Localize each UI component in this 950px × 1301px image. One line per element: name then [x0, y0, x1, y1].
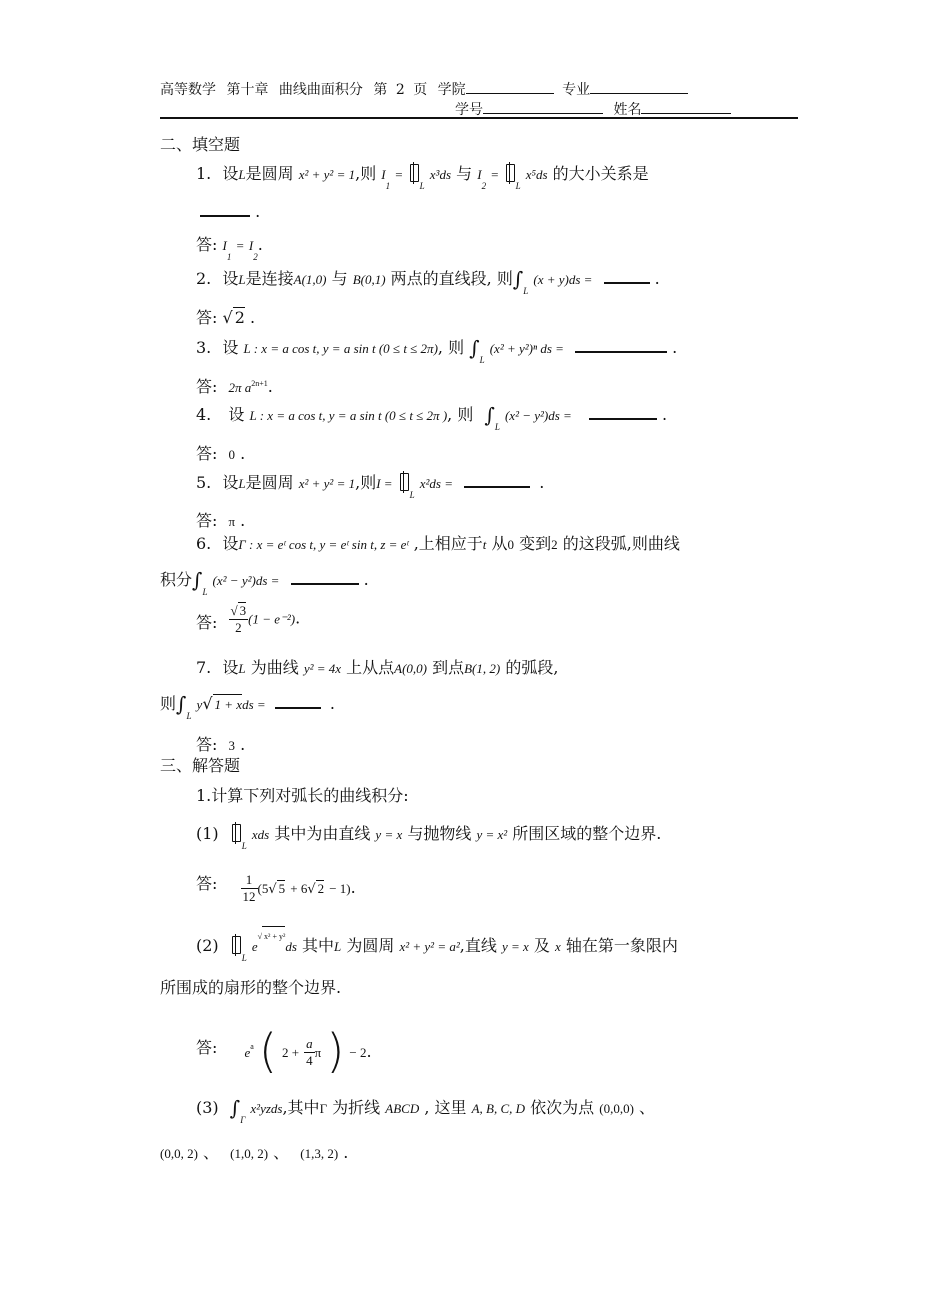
- question-4: 4. 设 L : x = a cos t, y = a sin t (0 ≤ t ≤ 2π ), 则 $\int_L$ (x² − y²)ds = .: [196, 403, 668, 432]
- sqrt-icon: √: [268, 882, 277, 897]
- page-suffix: 页: [413, 82, 428, 98]
- header-rule: [160, 117, 798, 119]
- closed-integral-icon: [504, 162, 516, 184]
- answer-1: 答: $I_1 = I_2$.: [196, 235, 263, 262]
- closed-integral-icon: [230, 822, 242, 844]
- question-1-blank: .: [200, 201, 260, 222]
- problem-2-answer: 答: $^{ea}$ ( $^{2 +}$ $\frac{a}{4}$ $^\pi$ ) $^{- 2}$.: [196, 1024, 372, 1078]
- answer-blank[interactable]: [464, 472, 530, 488]
- answer-blank[interactable]: [200, 201, 250, 217]
- closed-integral-icon: [408, 162, 420, 184]
- section3-intro: 1.计算下列对弧长的曲线积分:: [196, 786, 409, 805]
- section2-title: 二、填空题: [160, 135, 241, 154]
- question-6: 6. 设Γ : x = eᵗ cos t, y = eᵗ sin t, z = eᵗ ,上相应于t 从0 变到2 的这段弧,则曲线: [196, 534, 680, 553]
- answer-2: 答: √ 2 .: [196, 308, 256, 327]
- question-3: 3. 设 L : x = a cos t, y = a sin t (0 ≤ t ≤ 2π), 则 $\int_L$ (x² + y²)ⁿ ds = .: [196, 336, 678, 365]
- problem-2: (2) $_L$ $e^{√ x^2 + y^2}ds$ 其中L 为圆周 x² + y² = a²,直线 y = x 及 x 轴在第一象限内: [196, 934, 678, 959]
- answer-3: 答: 2π $a^{2n+1}$.: [196, 377, 273, 396]
- answer-blank[interactable]: [589, 404, 657, 420]
- question-6-line-2: 积分$\int_L$ (x² − y²)ds = .: [160, 568, 369, 597]
- chapter: 第十章: [226, 82, 269, 98]
- sqrt-icon: √: [222, 308, 233, 327]
- question-5: 5. 设L是圆周 x² + y² = 1,则I = $_L$ x²ds = .: [196, 473, 545, 500]
- answer-blank[interactable]: [604, 268, 650, 284]
- answer-4: 答: 0 .: [196, 444, 246, 463]
- integral-icon: ∫: [469, 336, 480, 360]
- problem-2-line-2: 所围成的扇形的整个边界.: [160, 978, 342, 997]
- question-7: 7. 设L 为曲线 y² = 4x 上从点A(0,0) 到点B(1, 2) 的弧段,: [196, 658, 559, 677]
- college-field[interactable]: [466, 81, 554, 94]
- integral-icon: ∫: [484, 403, 495, 427]
- answer-5: 答: π .: [196, 511, 246, 530]
- answer-blank[interactable]: [575, 337, 667, 353]
- integral-icon: ∫: [229, 1096, 241, 1120]
- name-label: 姓名: [613, 102, 642, 118]
- header-line-1: [160, 79, 688, 99]
- topic: 曲线曲面积分: [278, 82, 363, 98]
- section3-title: 三、解答题: [160, 756, 241, 775]
- course-title: 高等数学: [160, 82, 216, 98]
- integral-icon: ∫: [192, 568, 203, 592]
- answer-7: 答: 3 .: [196, 735, 246, 754]
- closed-integral-icon: [230, 934, 242, 956]
- problem-3-line-2: (0,0, 2) 、 (1,0, 2) 、 (1,3, 2) .: [160, 1143, 349, 1162]
- header-line-2: [455, 99, 731, 119]
- sqrt-icon: √: [202, 694, 213, 713]
- page-number: 2: [395, 82, 405, 98]
- student-id-label: 学号: [455, 102, 483, 118]
- integral-icon: ∫: [512, 267, 524, 291]
- question-1: 1. 设L是圆周 x² + y² = 1,则 $I_1 = _L$ x³ds 与 $I_2 = _L$ x⁵ds 的大小关系是: [196, 164, 649, 191]
- integral-icon: ∫: [176, 692, 187, 716]
- sqrt-icon: √: [307, 882, 316, 897]
- sqrt-icon: √: [230, 603, 238, 618]
- answer-blank[interactable]: [275, 693, 321, 709]
- page-prefix: 第: [373, 82, 388, 98]
- problem-1: (1) $_L$ xds 其中为由直线 y = x 与抛物线 y = x² 所围区域的整个边界.: [196, 824, 662, 851]
- major-field[interactable]: [590, 81, 688, 94]
- college-label: 学院: [437, 82, 466, 98]
- answer-6: 答: $\frac{√ 3}{2}$ (1 − e⁻²).: [196, 603, 301, 635]
- question-7-line-2: 则$\int_L$ y√ 1 + xds = .: [160, 692, 335, 721]
- major-label: 专业: [562, 82, 591, 98]
- question-2: 2. 设L是连接A(1,0) 与 B(0,1) 两点的直线段, 则$\int_L$ (x + y)ds = .: [196, 267, 660, 296]
- problem-1-answer: 答: $\frac{1}{12}$ (5√ 5 + 6√ 2 − 1).: [196, 872, 356, 904]
- problem-3: (3) $\int_\Gamma$ x²yzds,其中Γ 为折线 ABCD , 这里 A, B, C, D 依次为点 (0,0,0) 、: [196, 1096, 656, 1125]
- student-id-field[interactable]: [483, 101, 603, 114]
- name-field[interactable]: [641, 101, 731, 114]
- answer-blank[interactable]: [291, 569, 359, 585]
- closed-integral-icon: [398, 471, 410, 493]
